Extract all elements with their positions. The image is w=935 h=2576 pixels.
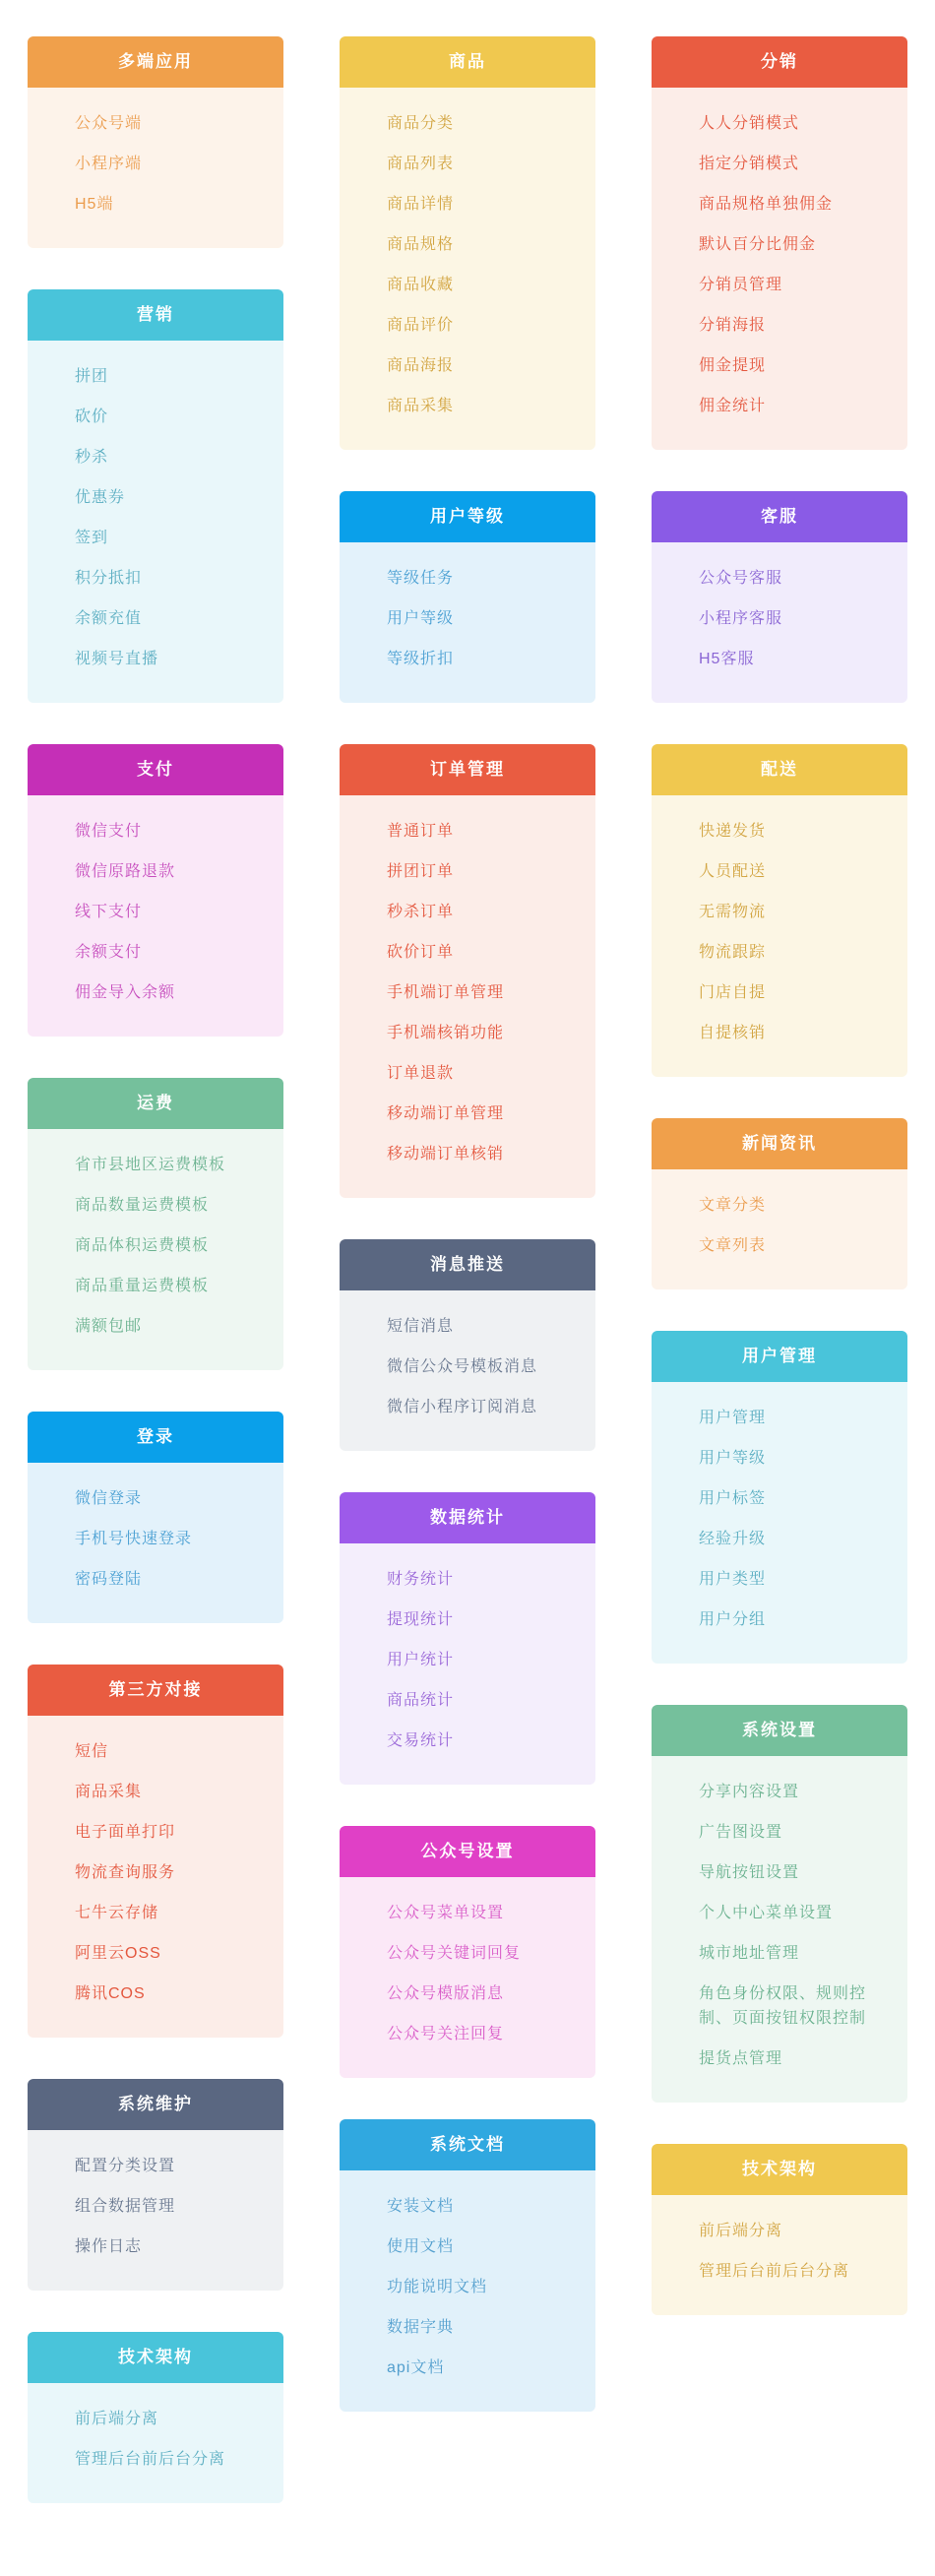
feature-item: 短信消息 <box>387 1318 455 1335</box>
card-item-list <box>28 795 283 1037</box>
card-title: 新闻资讯 <box>652 1118 907 1169</box>
feature-card <box>652 1118 907 1289</box>
feature-item: 手机端订单管理 <box>387 984 505 1001</box>
feature-item: 商品采集 <box>387 398 455 414</box>
feature-card <box>652 1705 907 2103</box>
feature-item: 安装文档 <box>387 2198 455 2215</box>
card-item-list <box>28 88 283 248</box>
card-title: 客服 <box>652 491 907 542</box>
feature-card <box>28 289 283 703</box>
card-item-list <box>652 88 907 450</box>
feature-item: 小程序客服 <box>699 610 783 627</box>
feature-item: 公众号模版消息 <box>387 1985 505 2002</box>
feature-item: 满额包邮 <box>75 1318 143 1335</box>
feature-item: 文章分类 <box>699 1197 767 1214</box>
feature-item: 微信登录 <box>75 1490 143 1507</box>
card-title: 分销 <box>652 36 907 88</box>
feature-item: 微信公众号模板消息 <box>387 1358 538 1375</box>
card-title: 订单管理 <box>340 744 595 795</box>
feature-item: 导航按钮设置 <box>699 1864 800 1881</box>
feature-item: 用户等级 <box>699 1450 767 1467</box>
feature-item: 自提核销 <box>699 1025 767 1041</box>
feature-item: 默认百分比佣金 <box>699 236 817 253</box>
feature-item: 城市地址管理 <box>699 1945 800 1962</box>
feature-column-1 <box>28 36 283 2503</box>
feature-item: 用户分组 <box>699 1611 767 1628</box>
feature-card <box>340 1239 595 1451</box>
card-title: 多端应用 <box>28 36 283 88</box>
feature-item: 商品数量运费模板 <box>75 1197 210 1214</box>
card-title: 配送 <box>652 744 907 795</box>
feature-item: 佣金统计 <box>699 398 767 414</box>
feature-item: 用户类型 <box>699 1571 767 1588</box>
feature-item: 经验升级 <box>699 1531 767 1547</box>
feature-item: 密码登陆 <box>75 1571 143 1588</box>
feature-item: 秒杀 <box>75 449 109 466</box>
card-title: 系统文档 <box>340 2119 595 2170</box>
card-item-list <box>340 88 595 450</box>
card-item-list <box>652 2195 907 2315</box>
card-title: 登录 <box>28 1412 283 1463</box>
feature-item: 秒杀订单 <box>387 904 455 920</box>
feature-card <box>652 2144 907 2315</box>
feature-item: 财务统计 <box>387 1571 455 1588</box>
feature-item: 砍价 <box>75 408 109 425</box>
card-title: 营销 <box>28 289 283 341</box>
feature-item: 公众号客服 <box>699 570 783 587</box>
card-item-list <box>28 2383 283 2503</box>
feature-card <box>340 2119 595 2412</box>
feature-item: api文档 <box>387 2359 445 2376</box>
feature-item: 腾讯COS <box>75 1985 146 2002</box>
feature-item: 商品详情 <box>387 196 455 213</box>
feature-item: 微信小程序订阅消息 <box>387 1399 538 1415</box>
card-title: 支付 <box>28 744 283 795</box>
card-item-list <box>28 2130 283 2291</box>
feature-card <box>340 744 595 1198</box>
feature-item: 签到 <box>75 530 109 546</box>
feature-item: 数据字典 <box>387 2319 455 2336</box>
card-item-list <box>340 795 595 1198</box>
card-title: 数据统计 <box>340 1492 595 1543</box>
feature-item: 使用文档 <box>387 2238 455 2255</box>
feature-item: 管理后台前后台分离 <box>75 2451 226 2468</box>
feature-card <box>652 1331 907 1664</box>
feature-item: 指定分销模式 <box>699 156 800 172</box>
feature-item: 功能说明文档 <box>387 2279 488 2295</box>
feature-card <box>28 1412 283 1623</box>
feature-item: 操作日志 <box>75 2238 143 2255</box>
feature-item: H5端 <box>75 196 114 213</box>
feature-item: 优惠券 <box>75 489 126 506</box>
feature-item: 余额支付 <box>75 944 143 961</box>
feature-item: 商品规格单独佣金 <box>699 196 834 213</box>
card-title: 用户管理 <box>652 1331 907 1382</box>
feature-item: 前后端分离 <box>699 2223 783 2239</box>
feature-item: 佣金导入余额 <box>75 984 176 1001</box>
card-item-list <box>28 1129 283 1370</box>
card-item-list <box>652 542 907 703</box>
feature-card <box>28 1665 283 2038</box>
feature-card <box>652 491 907 703</box>
feature-item: 余额充值 <box>75 610 143 627</box>
feature-item: 商品分类 <box>387 115 455 132</box>
card-item-list <box>652 795 907 1077</box>
card-title: 运费 <box>28 1078 283 1129</box>
feature-item: 砍价订单 <box>387 944 455 961</box>
card-title: 第三方对接 <box>28 1665 283 1716</box>
card-item-list <box>652 1169 907 1289</box>
feature-item: 视频号直播 <box>75 651 159 667</box>
feature-item: 个人中心菜单设置 <box>699 1905 834 1921</box>
feature-item: 人员配送 <box>699 863 767 880</box>
feature-item: 电子面单打印 <box>75 1824 176 1841</box>
card-title: 消息推送 <box>340 1239 595 1290</box>
feature-item: 交易统计 <box>387 1732 455 1749</box>
card-title: 技术架构 <box>652 2144 907 2195</box>
feature-item: 公众号菜单设置 <box>387 1905 505 1921</box>
feature-card <box>28 2332 283 2503</box>
feature-item: 拼团 <box>75 368 109 385</box>
feature-item: 公众号端 <box>75 115 143 132</box>
card-item-list <box>340 1877 595 2078</box>
feature-item: 移动端订单核销 <box>387 1146 505 1162</box>
feature-item: 用户标签 <box>699 1490 767 1507</box>
feature-item: 无需物流 <box>699 904 767 920</box>
feature-item: 短信 <box>75 1743 109 1760</box>
card-item-list <box>652 1756 907 2103</box>
feature-item: 阿里云OSS <box>75 1945 161 1962</box>
feature-item: 广告图设置 <box>699 1824 783 1841</box>
feature-item: 分销海报 <box>699 317 767 334</box>
card-title: 商品 <box>340 36 595 88</box>
card-title: 系统维护 <box>28 2079 283 2130</box>
feature-item: 普通订单 <box>387 823 455 840</box>
feature-column-3 <box>652 36 907 2315</box>
feature-card <box>28 2079 283 2291</box>
feature-item: 商品采集 <box>75 1784 143 1800</box>
card-item-list <box>340 2170 595 2412</box>
feature-item: 商品列表 <box>387 156 455 172</box>
feature-card <box>340 491 595 703</box>
card-title: 公众号设置 <box>340 1826 595 1877</box>
feature-card <box>340 36 595 450</box>
card-title: 系统设置 <box>652 1705 907 1756</box>
feature-item: 商品体积运费模板 <box>75 1237 210 1254</box>
card-title: 技术架构 <box>28 2332 283 2383</box>
feature-item: 商品重量运费模板 <box>75 1278 210 1294</box>
card-item-list <box>340 1290 595 1451</box>
feature-item: 线下支付 <box>75 904 143 920</box>
feature-item: 商品规格 <box>387 236 455 253</box>
card-item-list <box>340 542 595 703</box>
feature-item: 管理后台前后台分离 <box>699 2263 850 2280</box>
feature-item: 拼团订单 <box>387 863 455 880</box>
feature-item: 商品收藏 <box>387 277 455 293</box>
feature-item: 小程序端 <box>75 156 143 172</box>
feature-item: 门店自提 <box>699 984 767 1001</box>
card-item-list <box>28 1463 283 1623</box>
feature-item: 配置分类设置 <box>75 2158 176 2174</box>
feature-item: 订单退款 <box>387 1065 455 1082</box>
feature-card <box>652 744 907 1077</box>
feature-card <box>28 744 283 1037</box>
card-title: 用户等级 <box>340 491 595 542</box>
feature-item: 文章列表 <box>699 1237 767 1254</box>
feature-item: 公众号关注回复 <box>387 2026 505 2042</box>
feature-item: 等级折扣 <box>387 651 455 667</box>
feature-item: 微信支付 <box>75 823 143 840</box>
feature-item: 用户等级 <box>387 610 455 627</box>
feature-item: 手机号快速登录 <box>75 1531 193 1547</box>
feature-card <box>340 1826 595 2078</box>
feature-item: 商品统计 <box>387 1692 455 1709</box>
feature-item: 省市县地区运费模板 <box>75 1157 226 1173</box>
feature-item: 用户统计 <box>387 1652 455 1668</box>
feature-item: 组合数据管理 <box>75 2198 176 2215</box>
feature-item: 公众号关键词回复 <box>387 1945 522 1962</box>
feature-item: 物流跟踪 <box>699 944 767 961</box>
feature-item: 提现统计 <box>387 1611 455 1628</box>
feature-item: 七牛云存储 <box>75 1905 159 1921</box>
feature-item: 积分抵扣 <box>75 570 143 587</box>
card-item-list <box>28 1716 283 2038</box>
feature-item: H5客服 <box>699 651 755 667</box>
feature-card <box>28 36 283 248</box>
feature-item: 商品评价 <box>387 317 455 334</box>
feature-item: 分销员管理 <box>699 277 783 293</box>
feature-item: 商品海报 <box>387 357 455 374</box>
feature-item: 手机端核销功能 <box>387 1025 505 1041</box>
feature-item: 物流查询服务 <box>75 1864 176 1881</box>
card-item-list <box>340 1543 595 1785</box>
feature-card <box>28 1078 283 1370</box>
feature-column-2 <box>340 36 595 2412</box>
feature-card <box>340 1492 595 1785</box>
feature-item: 快递发货 <box>699 823 767 840</box>
card-item-list <box>28 341 283 703</box>
card-item-list <box>652 1382 907 1664</box>
feature-item: 佣金提现 <box>699 357 767 374</box>
feature-item: 用户管理 <box>699 1410 767 1426</box>
feature-item: 分享内容设置 <box>699 1784 800 1800</box>
feature-item: 移动端订单管理 <box>387 1105 505 1122</box>
feature-card <box>652 36 907 450</box>
feature-item: 前后端分离 <box>75 2411 159 2427</box>
feature-item: 提货点管理 <box>699 2050 783 2067</box>
feature-item: 微信原路退款 <box>75 863 176 880</box>
feature-item: 人人分销模式 <box>699 115 800 132</box>
feature-item: 等级任务 <box>387 570 455 587</box>
feature-item: 角色身份权限、规则控制、页面按钮权限控制 <box>699 1985 867 2027</box>
